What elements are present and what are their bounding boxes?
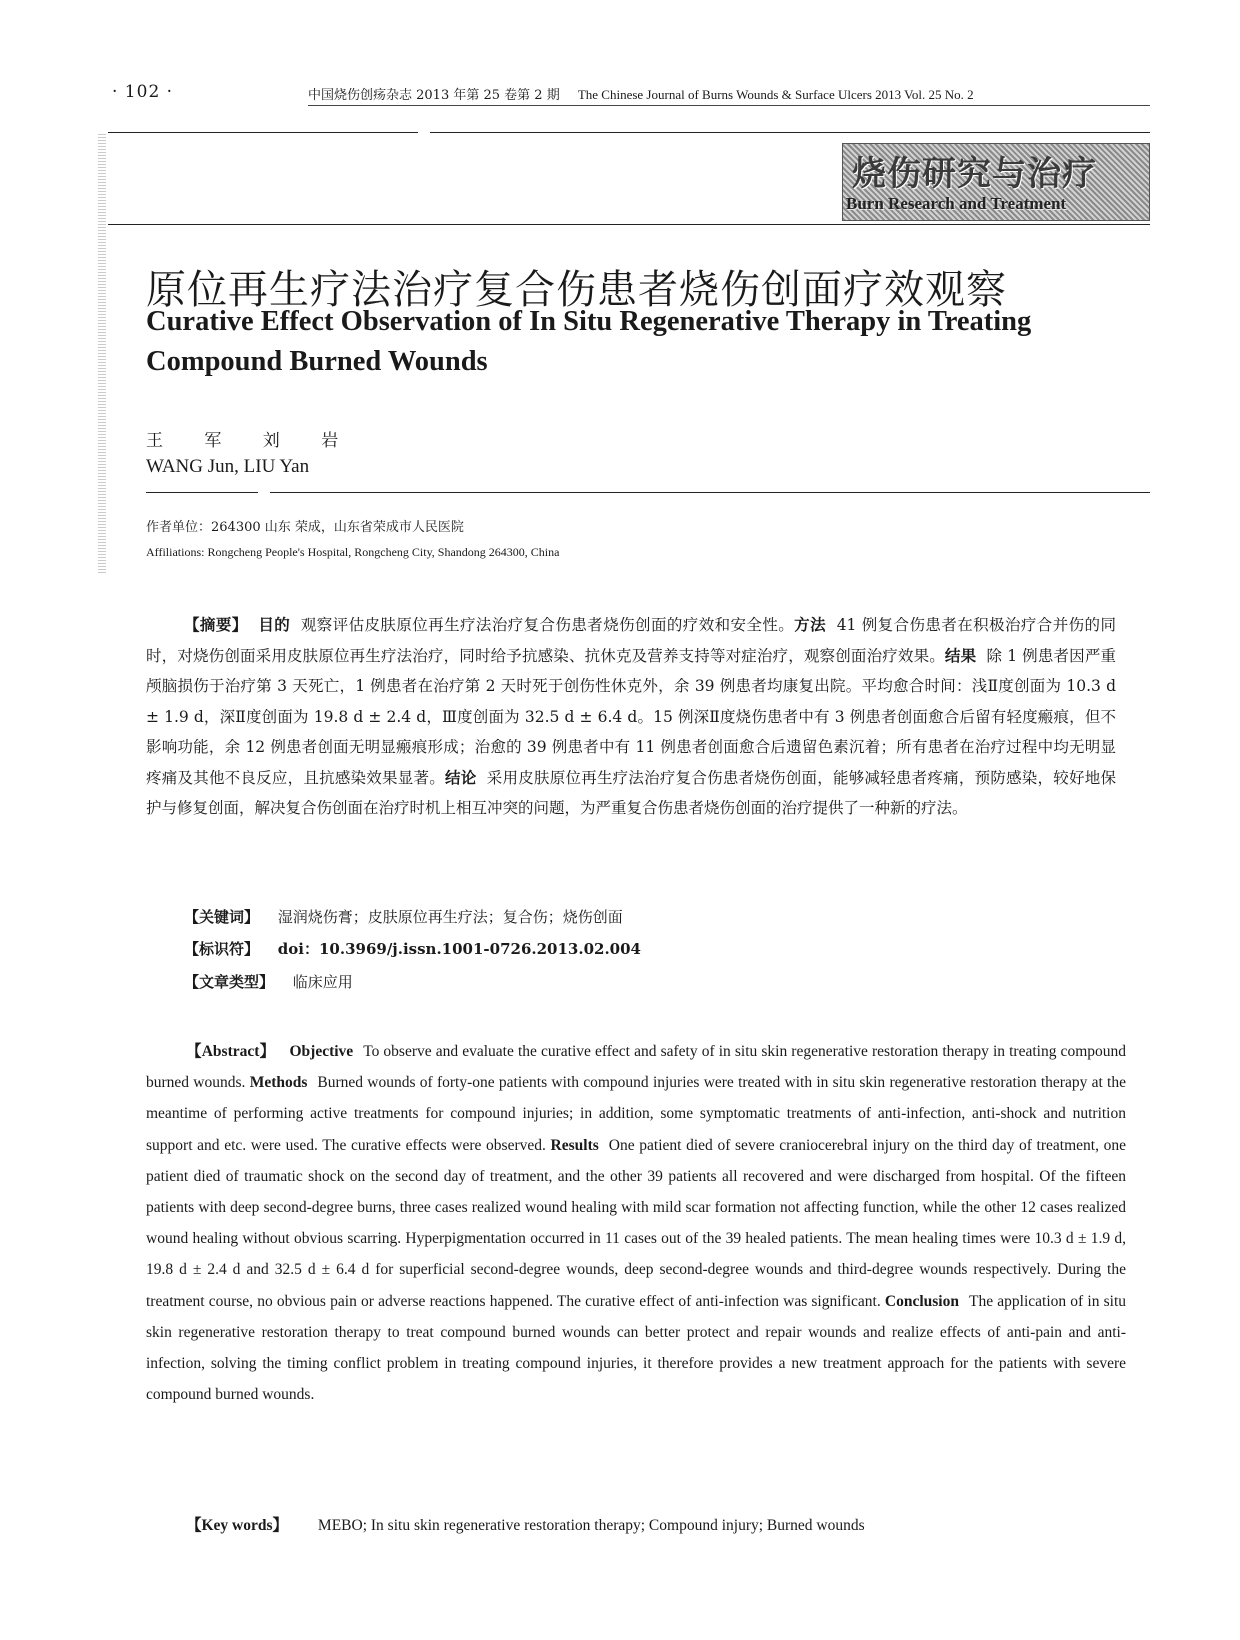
authors-en: WANG Jun, LIU Yan: [146, 456, 310, 477]
running-header: [308, 84, 1150, 106]
keywords-zh-value: 湿润烧伤膏；皮肤原位再生疗法；复合伤；烧伤创面: [277, 908, 623, 926]
section-title-zh: 烧伤研究与治疗: [852, 154, 1097, 194]
article-title-en: Curative Effect Observation of In Situ Regenerative Therapy in Treating Compound Burned Wounds: [146, 306, 1032, 377]
keywords-en-row: [186, 1513, 865, 1535]
keywords-en-label: 【Key words】: [186, 1517, 289, 1534]
affiliation-en: Affiliations: Rongcheng People's Hospital, Rongcheng City, Shandong 264300, China: [146, 545, 560, 559]
affiliation-zh: 作者单位：264300 山东 荣成，山东省荣成市人民医院: [146, 520, 464, 535]
author-rule-right: [270, 492, 1150, 493]
conclusion-label-en: Conclusion: [884, 1292, 959, 1310]
objective-label-en: Objective: [289, 1043, 354, 1060]
header-rule-right: [430, 132, 1150, 133]
identifier-label: 【标识符】: [184, 940, 260, 958]
article-type-row: [184, 971, 353, 992]
objective-text-zh: 观察评估皮肤原位再生疗法治疗复合伤患者烧伤创面的疗效和安全性。: [300, 616, 795, 634]
methods-text-zh: 41 例复合伤患者在积极治疗合并伤的同时，对烧伤创面采用皮肤原位再生疗法治疗，同时给予抗感染、抗休克及营养支持等对症治疗，观察创面治疗效果。: [146, 616, 1116, 665]
title-top-rule: [108, 224, 1150, 225]
methods-label-en: Methods: [249, 1074, 308, 1092]
keywords-zh-row: [184, 906, 623, 927]
abstract-en-label: 【Abstract】: [186, 1043, 276, 1060]
journal-title-zh: 中国烧伤创疡杂志 2013 年第 25 卷第 2 期: [308, 88, 560, 103]
conclusion-text-en: The application of in situ skin regenerative restoration therapy to treat compound burned wounds can better protect and repair wounds and realize effects of anti-pain and anti-infection, solving the timing conflict problem in treating compound injuries, it therefore provides a new treatment approach for the patients with severe compound burned wounds.: [146, 1292, 1127, 1404]
doi-value: doi：10.3969/j.issn.1001-0726.2013.02.004: [277, 940, 641, 958]
objective-text-en: To observe and evaluate the curative effect and safety of in situ skin regenerative restoration therapy in treating compound burned wounds.: [146, 1043, 1126, 1092]
section-title-en: Burn Research and Treatment: [846, 194, 1067, 213]
journal-title-en: The Chinese Journal of Burns Wounds & Surface Ulcers 2013 Vol. 25 No. 2: [577, 87, 974, 102]
authors-zh: 王 军 刘 岩: [146, 431, 357, 451]
results-text-en: One patient died of severe craniocerebral injury on the third day of treatment, one patient died of traumatic shock on the second day of treatment, and the other 39 patients all recovered and were discharged from hospital. Of the fifteen patients with deep second-degree burns, three cases realized wound healing with mild scar formation not affecting function, while the other 12 cases realized wound healing without obvious scarring. Hyperpigmentation occurred in 11 cases out of the 39 healed patients. The mean healing times were 10.3 d ± 1.9 d, 19.8 d ± 2.4 d and 32.5 d ± 6.4 d for superficial second-degree wounds, deep second-degree wounds and third-degree wounds respectively. During the treatment course, no obvious pain or adverse reactions happened. The curative effect of anti-infection was significant.: [146, 1136, 1126, 1310]
abstract-zh: [146, 610, 1116, 824]
objective-label-zh: 目的: [258, 615, 291, 634]
results-text-zh: 除 1 例患者因严重颅脑损伤于治疗第 3 天死亡，1 例患者在治疗第 2 天时死于创伤性休克外，余 39 例患者均康复出院。平均愈合时间：浅Ⅱ度创面为 10.3 d ± 1.9 d，深Ⅱ度创面为 19.8 d ± 2.4 d，Ⅲ度创面为 32.5 d ± 6.4 d。15 例深Ⅱ度烧伤患者中有 3 例患者创面愈合后留有轻度瘢痕，但不影响功能，余 12 例患者创面无明显瘢痕形成；治愈的 39 例患者中有 11 例患者创面愈合后遗留色素沉着；所有患者在治疗过程中均无明显疼痛及其他不良反应，且抗感染效果显著。: [146, 646, 1116, 787]
methods-text-en: Burned wounds of forty-one patients with compound injuries were treated with in situ skin regenerative restoration therapy at the meantime of performing active treatments for compound injuries; in addition, some symptomatic treatments of anti-infection, anti-shock and nutrition support and etc. were used. The curative effects were observed.: [146, 1074, 1126, 1154]
conclusion-label-zh: 结论: [444, 767, 477, 787]
abstract-en: [146, 1036, 1126, 1410]
methods-label-zh: 方法: [794, 615, 826, 634]
conclusion-text-zh: 采用皮肤原位再生疗法治疗复合伤患者烧伤创面，能够减轻患者疼痛，预防感染，较好地保护与修复创面，解决复合伤创面在治疗时机上相互冲突的问题，为严重复合伤患者烧伤创面的治疗提供了一种新的疗法。: [146, 768, 1116, 817]
scan-artifact-strip: [98, 134, 106, 574]
keywords-zh-label: 【关键词】: [184, 908, 260, 926]
results-label-en: Results: [550, 1136, 599, 1154]
keywords-en-value: MEBO; In situ skin regenerative restoration therapy; Compound injury; Burned wounds: [317, 1517, 865, 1534]
abstract-zh-label: 【摘要】: [184, 615, 248, 634]
header-rule-left: [108, 132, 418, 133]
article-title-zh: 原位再生疗法治疗复合伤患者烧伤创面疗效观察: [146, 267, 1007, 313]
page-number: · 102 ·: [112, 82, 174, 102]
author-rule-left: [146, 492, 258, 493]
results-label-zh: 结果: [944, 645, 977, 665]
article-type-label: 【文章类型】: [184, 973, 275, 991]
identifier-row: [184, 938, 641, 959]
article-type-value: 临床应用: [292, 973, 353, 991]
